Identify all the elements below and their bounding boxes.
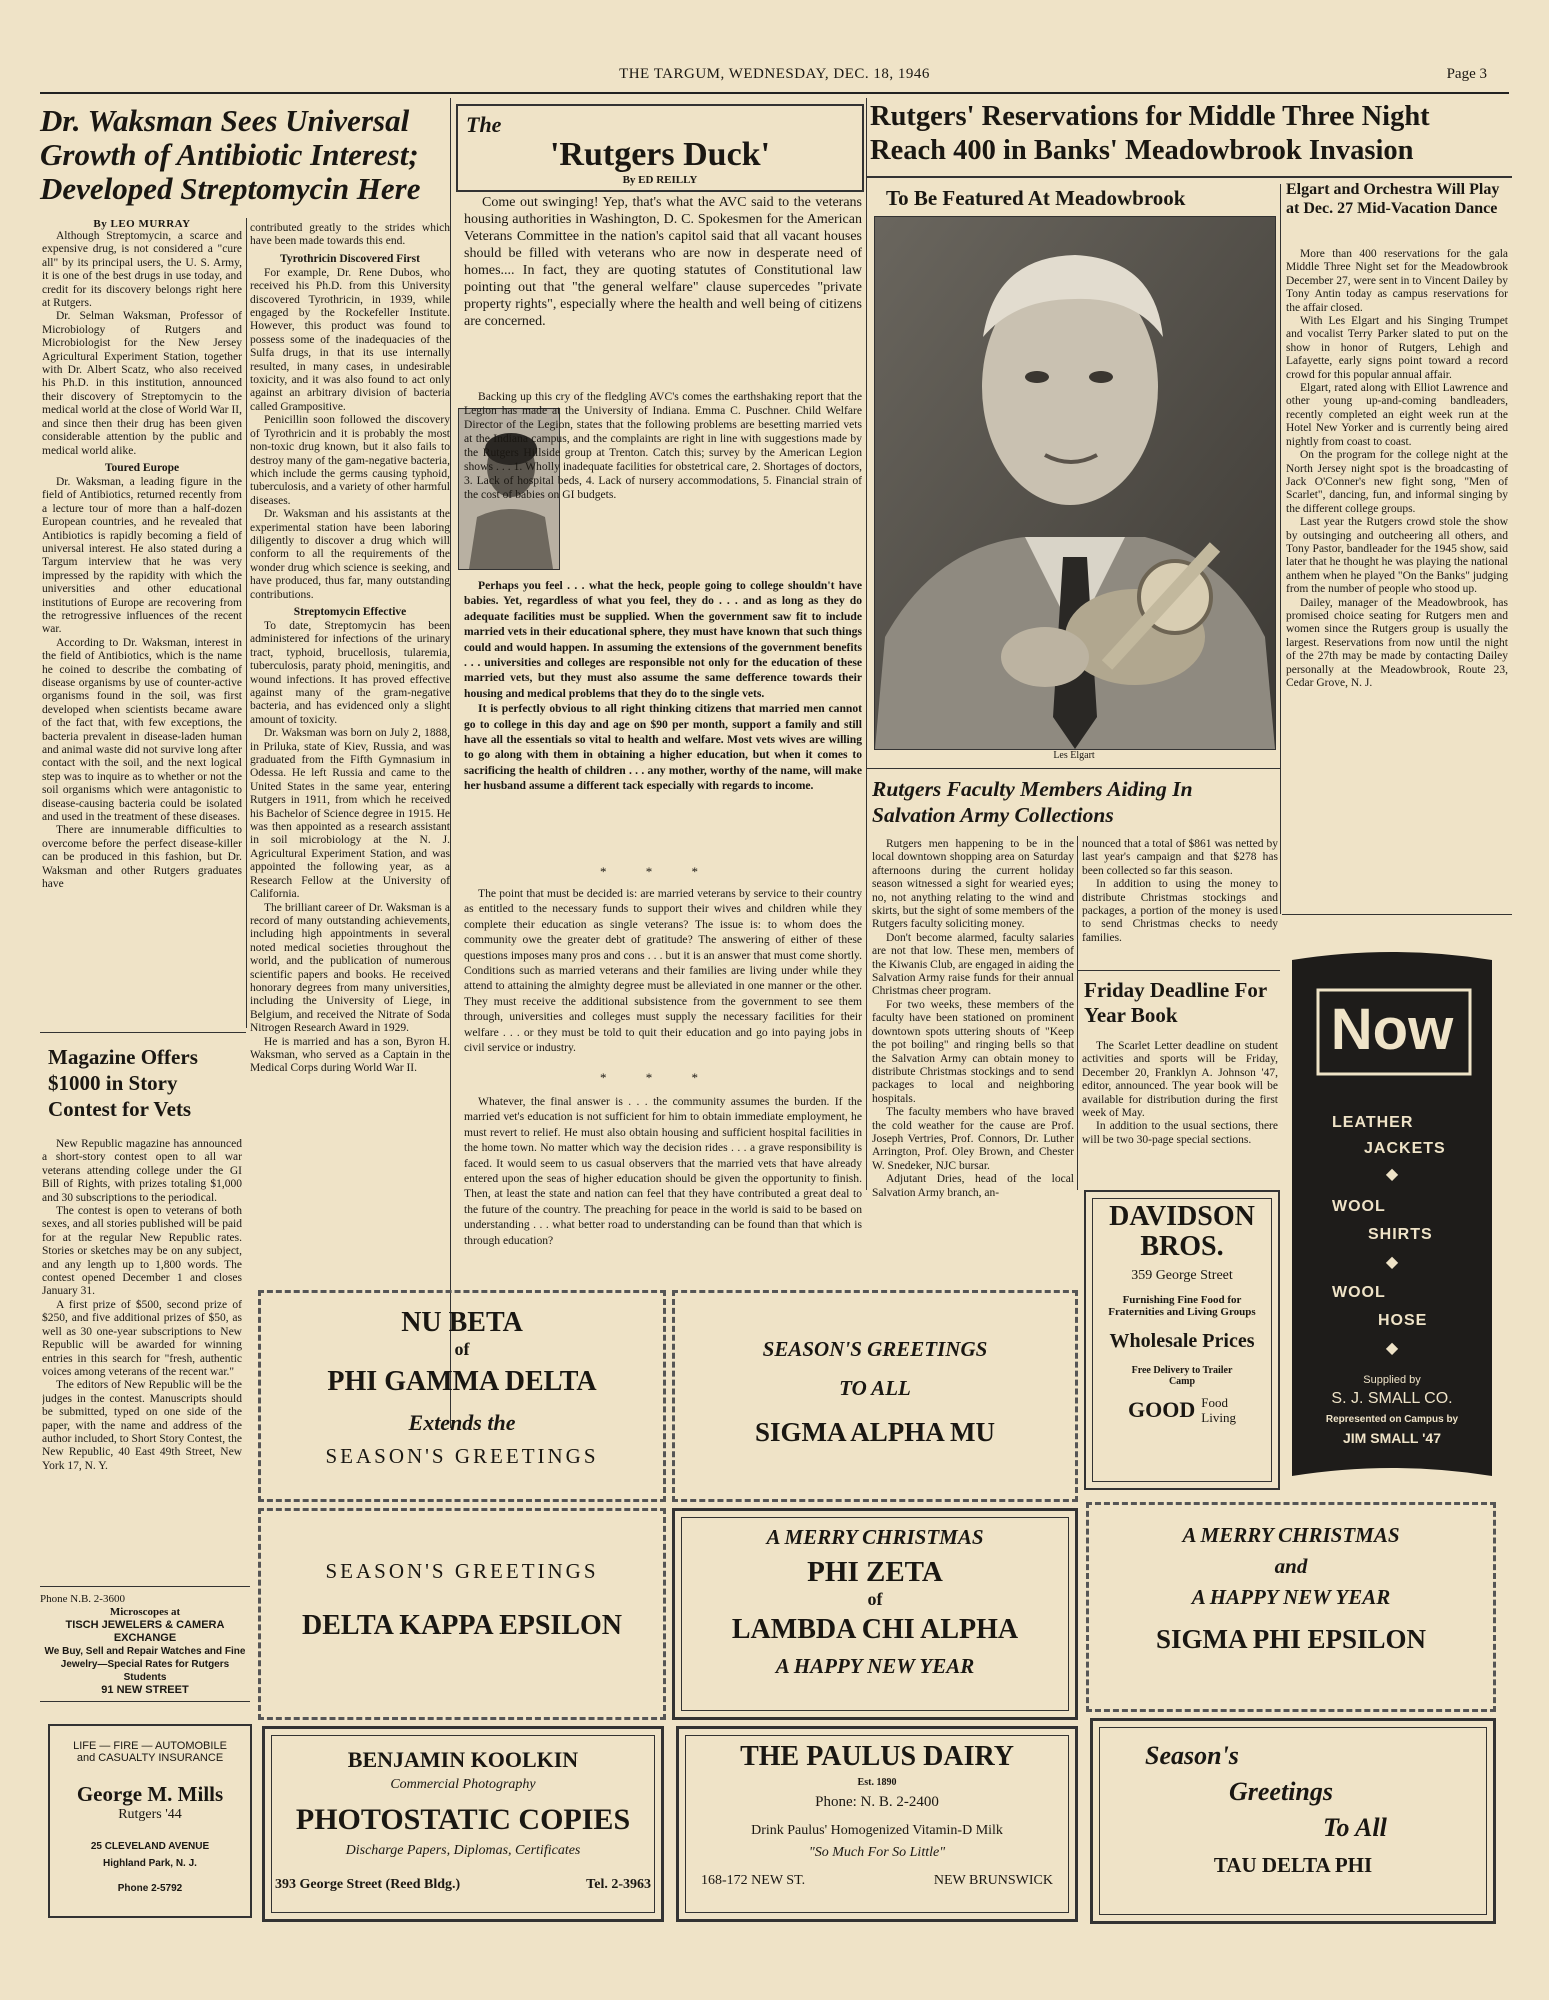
tisch-address: 91 NEW STREET — [101, 1684, 189, 1696]
duck-p2-top — [456, 356, 862, 392]
tdp-l2: Greetings — [1229, 1777, 1333, 1806]
duck-the: The — [466, 112, 502, 137]
davidson-address: 359 George Street — [1131, 1268, 1233, 1283]
davidson-good: GOOD — [1128, 1397, 1196, 1422]
yearbook-paragraph: In addition to the usual sections, there will be two 30-page special sections. — [1082, 1120, 1278, 1146]
salvation-column-2 — [1082, 838, 1278, 978]
section-rule — [1282, 914, 1512, 915]
waksman-subhead-toured: Toured Europe — [104, 461, 180, 474]
sj-item-hose: HOSE — [1378, 1312, 1428, 1329]
les-elgart-photo — [874, 216, 1276, 750]
waksman-paragraph: To date, Streptomycin has been administered for infections of the urinary tract, typhoid, brucellosis, tularemia, tuberculosis, paraty phoid, meningitis, and wound infections. It has proved effective against many of the gram-negative bacteria, and has evidenced only a slight amount of toxicity. — [250, 619, 450, 726]
waksman-subhead-streptomycin: Streptomycin Effective — [293, 605, 407, 618]
masthead-rule — [40, 92, 1509, 94]
tisch-ad[interactable] — [40, 1586, 250, 1702]
duck-byline: By ED REILLY — [622, 174, 698, 186]
meadowbrook-paragraph: With Les Elgart and his Singing Trumpet and vocalist Terry Parker slated to put on the show in honor of Rutgers, Lehigh and Lafayette, early signs point toward a record crowd for this popular annual affair. — [1286, 315, 1508, 381]
sigma-phi-epsilon-ad — [1086, 1502, 1496, 1712]
waksman-paragraph: Dr. Waksman was born on July 2, 1888, in Priluka, state of Kiev, Russia, and was graduated from the Fifth Gymnasium in Odessa. He left Russia and came to the United States in the same year, entering Rutgers in 1911, from which he received his Bachelor of Science degree in 1915. He was then appointed as a research assistant in soil microbiology at the N. J. Agricultural Experiment Station, and was appointed the following year, as a Research Fellow at the University of California. — [250, 727, 450, 901]
meadowbrook-article — [1286, 248, 1508, 908]
mills-class: Rutgers '44 — [118, 1807, 182, 1822]
sj-small-now: Now — [1330, 997, 1454, 1062]
koolkin-l2: Commercial Photography — [390, 1777, 536, 1792]
sj-item-wool-2: WOOL — [1332, 1284, 1386, 1301]
tisch-phone: Phone N.B. 2-3600 — [40, 1593, 125, 1605]
waksman-byline: By LEO MURRAY — [93, 218, 191, 230]
duck-paragraph-4: Whatever, the final answer is . . . the community assumes the burden. If the married vet's education is not sufficient for him to obtain immediate employment, he must revert to relief. He must also obtain housing and sufficient hospital facilities in the home town. No matter which way the decision rides . . . a grave responsibility is faced. It would seem to us casual observers that the married vets that have already entered upon the seas of higher education should be given the opportunity to finish. Then, at least the state and nation can feel that they have contributed a great deal to the future of the country. The preaching for peace in the world is said to be based on understanding . . . what better road to understanding can be found than that which is through education? — [464, 1095, 862, 1247]
nubeta-l4: Extends the — [408, 1410, 516, 1435]
salvation-paragraph: Adjutant Dries, head of the local Salvation Army branch, an- — [872, 1173, 1074, 1199]
sam-l3: SIGMA ALPHA MU — [754, 1417, 996, 1447]
koolkin-address: 393 George Street (Reed Bldg.) — [275, 1877, 461, 1892]
column-rule — [1077, 836, 1078, 1190]
nubeta-l5: SEASON'S GREETINGS — [325, 1444, 599, 1468]
duck-p4 — [464, 1094, 862, 1290]
lca-l2: PHI ZETA — [807, 1556, 943, 1588]
section-rule — [866, 176, 1512, 178]
waksman-paragraph: Dr. Waksman, a leading figure in the field of Antibiotics, returned recently from a lecture tour of more than a half-dozen European countries, and he revealed that Antibiotics is rapidly becoming a field of universal interest. He also stated during a Targum interview that he was very impressed by the rapidity with which the universities and other educational institutions of Europe are recovering from the retrogressive influences of the recent war. — [42, 475, 242, 636]
sj-rep-name: JIM SMALL '47 — [1343, 1430, 1441, 1446]
duck-bold-paragraph: Perhaps you feel . . . what the heck, people going to college shouldn't have babies. Yet, regardless of what you feel, they do . . . and as long as they do adequate facilities must be supplied. When the government saw fit to include married vets in their educational sphere, they must have known that such things could and would happen. In assuming the extensions of the government benefits . . . universities and colleges are responsible not only for the education of these married vets, but they must also assume the same defference towards their housing and medical problems that they do to the single vets. — [464, 579, 862, 700]
column-rule — [1280, 184, 1281, 914]
paulus-l4: Drink Paulus' Homogenized Vitamin-D Milk — [751, 1823, 1003, 1838]
duck-paragraph: Come out swinging! Yep, that's what the AVC said to the veterans housing authorities in Washington, D. C. Spokesmen for the American Veterans Committee in the nation's capitol said that all vacant houses should be filled with veterans who are now in desperate need of homes.... In fact, they are quoting statutes of Constitutional law pointing out that "the general welfare" clause supercedes "private property rights", especially where the health and well being of citizens are concerned. — [464, 195, 862, 329]
lambda-chi-alpha-ad — [672, 1508, 1078, 1720]
dke-l1: SEASON'S GREETINGS — [325, 1559, 599, 1583]
meadowbrook-photo-label: To Be Featured At Meadowbrook — [886, 186, 1186, 210]
waksman-paragraph: The brilliant career of Dr. Waksman is a record of many outstanding achievements, including high appointments in several noted medical societies throughout the world, and the publication of numerous scientific papers and books. He received honorary degrees from many universities, including the University of Liege, in Belgium, and received the Nitrate of Soda Nitrogen Research Award in 1929. — [250, 901, 450, 1035]
lca-l1: A MERRY CHRISTMAS — [766, 1525, 984, 1549]
sam-l2: TO ALL — [839, 1376, 911, 1400]
sj-rep-label: Represented on Campus by — [1325, 1414, 1459, 1425]
nubeta-l2: of — [454, 1339, 470, 1359]
sj-small-ad[interactable] — [1292, 950, 1492, 1480]
waksman-paragraph: Dr. Waksman and his assistants at the experimental station have been laboring diligently to discover a drug which will conform to all the requirements of the wonder drug which science is seeking, and have produced, thus far, many outstanding contributions. — [250, 508, 450, 601]
dke-l2: DELTA KAPPA EPSILON — [301, 1610, 622, 1641]
davidson-wholesale: Wholesale Prices — [1109, 1330, 1255, 1352]
sj-item-wool: WOOL — [1332, 1198, 1386, 1215]
waksman-paragraph: There are innumerable difficulties to overcome before the perfect disease-killer can be produced in this fashion, but Dr. Waksman and other Rutgers graduates have — [42, 824, 242, 891]
duck-paragraph-2: Backing up this cry of the fledgling AVC's comes the earthshaking report that the Legion has made at the University of Indiana. Emma C. Puschner. Child Welfare Director of the Legion, states that the following problems are besetting married vets at the Indiana campus, and the complaints are right in line with suggestions made by the Rutgers Hillside group at Trenton. Catch this; survey by the American Legion shows . . . 1. Wholly inadequate facilities for obstetrical care, 2. Shortages of doctors, 3. Lack of hospital beds, 4. Lack of nursery accommodations, 5. Financial strain of the cost of babies on GI budgets. — [464, 390, 862, 501]
paulus-address: 168-172 NEW ST. — [701, 1873, 806, 1888]
tisch-line1: Microscopes at — [109, 1606, 181, 1618]
davidson-food: Food — [1201, 1395, 1229, 1410]
yearbook-article — [1082, 1040, 1278, 1180]
diamond-icon: ◆ — [1385, 1166, 1399, 1183]
sj-company: S. J. SMALL CO. — [1331, 1390, 1453, 1407]
salvation-paragraph: Rutgers men happening to be in the local downtown shopping area on Saturday afternoons during the current holiday season witnessed a sight for wearied eyes; no, not anything relating to the wind and skirts, but the sight of some members of the Rutgers faculty soliciting money. — [872, 838, 1074, 931]
salvation-headline: Rutgers Faculty Members Aiding In Salvation Army Collections — [872, 777, 1193, 827]
meadowbrook-paragraph: More than 400 reservations for the gala Middle Three Night set for the Meadowbrook December 27, were sent in to Vincent Dailey by Tony Antin today as campus reservations for the affair closed. — [1286, 248, 1508, 314]
sj-item-jackets: JACKETS — [1364, 1140, 1446, 1157]
meadowbrook-paragraph: Last year the Rutgers crowd stole the show by outsinging and outcheering all others, and Tony Pastor, bandleader for the 1945 show, said later that he thought he was playing the national anthem when he played "On the Banks" judging from the number of people who stood up. — [1286, 516, 1508, 596]
salvation-column-1 — [872, 838, 1074, 1290]
waksman-paragraph: Although Streptomycin, a scarce and expensive drug, is not considered a "cure all" by its principal users, the U. S. Army, it is one of the best drugs in use today, and credit for its discovery belongs right here at Rutgers. — [42, 230, 242, 310]
paulus-l2: Est. 1890 — [857, 1777, 897, 1788]
section-rule — [1078, 970, 1280, 971]
mills-address: 25 CLEVELAND AVENUE — [90, 1841, 210, 1852]
salvation-paragraph: The faculty members who have braved the cold weather for the cause are Prof. Joseph Vertries, Prof. Connors, Dr. Luther Arrington, Prof. Oley Brown, and Chester W. Snedeker, NJC bursar. — [872, 1106, 1074, 1172]
lca-l3: of — [867, 1589, 883, 1609]
koolkin-ad[interactable] — [262, 1726, 664, 1922]
column-rule — [450, 98, 451, 1428]
mills-name: George M. Mills — [76, 1782, 224, 1806]
page-number: Page 3 — [1446, 66, 1487, 82]
duck-separator: * * * — [600, 864, 716, 879]
duck-paragraph-3: The point that must be decided is: are married veterans by service to their country as entitled to the necessary funds to support their wives and children while they complete their education as single veterans? The issue is: to whom does the community owe the greater debt of gratitude? The answering of either of these questions imposes many pros and cons . . . but it is an answer that must come shortly. Conditions such as married veterans and their families are living under while they attend to attaining the almighty degree must be alleviated in one manner or the other. They must receive the additional subsistence from the government to see them through, universities and colleges must supply the necessary facilities for their welfare . . . or they must be told to quit their education and go into paying jobs in civil service or industry. — [464, 887, 862, 1055]
delta-kappa-epsilon-ad — [258, 1508, 666, 1720]
sj-supplied: Supplied by — [1363, 1374, 1421, 1386]
tisch-name: TISCH JEWELERS & CAMERA EXCHANGE — [65, 1619, 225, 1644]
waksman-column-2 — [250, 222, 450, 1288]
waksman-paragraph: For example, Dr. Rene Dubos, who received his Ph.D. from this University discovered Tyrothricin, in 1939, while engaged by the Rockefeller Institute. However, this product was found to possess some of the inadequacies of the Sulfa drugs, in that its use internally resulted, in many cases, in undesirable toxicity, and it was also found to act only against an arbitrary division of bacteria called Grampositive. — [250, 266, 450, 413]
koolkin-phone: Tel. 2-3963 — [586, 1877, 651, 1892]
waksman-paragraph: contributed greatly to the strides which have been made towards this end. — [250, 222, 450, 248]
waksman-column-1 — [42, 218, 242, 1026]
davidson-name2: BROS. — [1140, 1231, 1224, 1262]
koolkin-l3: PHOTOSTATIC COPIES — [295, 1803, 631, 1836]
duck-bold-section — [464, 578, 862, 858]
paulus-l3: Phone: N. B. 2-2400 — [815, 1794, 939, 1810]
duck-separator: * * * — [600, 1070, 716, 1085]
davidson-delivery: Free Delivery to Trailer Camp — [1131, 1365, 1233, 1387]
section-rule — [40, 1032, 246, 1033]
duck-title: 'Rutgers Duck' — [549, 136, 771, 173]
yearbook-headline: Friday Deadline For Year Book — [1084, 978, 1267, 1027]
nubeta-l1: NU BETA — [401, 1307, 523, 1338]
tdp-l1: Season's — [1145, 1741, 1239, 1770]
masthead-title: THE TARGUM, WEDNESDAY, DEC. 18, 1946 — [619, 66, 930, 82]
elgart-caption: Les Elgart — [1053, 750, 1095, 761]
section-rule — [866, 768, 1280, 769]
tau-delta-phi-ad — [1090, 1718, 1496, 1924]
waksman-subhead-tyrothricin: Tyrothricin Discovered First — [280, 252, 420, 265]
magazine-paragraph: The contest is open to veterans of both sexes, and all stories published will be paid for at the regular New Republic rates. Stories or sketches may be on any subject, and any length up to 1,800 words. The contest opened December 1 and closes January 31. — [42, 1205, 242, 1298]
meadowbrook-paragraph: Elgart, rated along with Elliot Lawrence and other young up-and-coming bandleaders, recently completed an eight week run at the Hotel New Yorker and is currently being aired nightly from coast to coast. — [1286, 382, 1508, 448]
tdp-l3: To All — [1323, 1813, 1387, 1842]
sigma-alpha-mu-ad — [672, 1290, 1078, 1502]
spe-l2: and — [1274, 1554, 1308, 1578]
salvation-paragraph: For two weeks, these members of the faculty have been stationed on prominent downtown spots uttering shouts of "Keep the pot boiling" and ringing bells so that the Salvation Army can obtain money to distribute Christmas stockings and to send packages to local and neighboring hospitals. — [872, 998, 1074, 1105]
mills-line1: LIFE — FIRE — AUTOMOBILE — [73, 1740, 227, 1752]
mills-insurance-ad[interactable] — [48, 1724, 252, 1918]
spe-l4: SIGMA PHI EPSILON — [1155, 1624, 1427, 1654]
mills-line2: and CASUALTY INSURANCE — [76, 1752, 224, 1764]
waksman-paragraph: He is married and has a son, Byron H. Waksman, who served as a Captain in the Medical Corps during World War II. — [250, 1035, 450, 1075]
magazine-paragraph: New Republic magazine has announced a short-story contest open to all war veterans attending college under the GI Bill of Rights, with prizes totaling $1,000 and 30 subscriptions to the periodical. — [42, 1138, 242, 1204]
salvation-paragraph: In addition to using the money to distribute Christmas stockings and packages, a portion of the money is used to send Christmas checks to needy families. — [1082, 878, 1278, 944]
koolkin-l4: Discharge Papers, Diplomas, Certificates — [345, 1843, 581, 1858]
magazine-paragraph: A first prize of $500, second prize of $250, and five additional prizes of $50, as well as 30 one-year subscriptions to New Republic will be awarded for winning entries in this search for "fresh, authentic voices among veterans of the recent war." — [42, 1298, 242, 1378]
nu-beta-ad — [258, 1290, 666, 1502]
paulus-dairy-ad[interactable] — [676, 1726, 1078, 1922]
lca-l5: A HAPPY NEW YEAR — [775, 1654, 975, 1678]
salvation-paragraph: nounced that a total of $861 was netted by last year's campaign and that $278 has been collected so far this season. — [1082, 838, 1278, 877]
waksman-paragraph: Penicillin soon followed the discovery of Tyrothricin and it is probably the most non-toxic drug known, but it also fails to destroy many of the gam-negative bacteria, which include the germs causing typhoid, tuberculosis, and a variety of other harmful diseases. — [250, 414, 450, 507]
mills-city: Highland Park, N. J. — [103, 1858, 197, 1869]
davidson-tagline: Furnishing Fine Food for Fraternities and Living Groups — [1108, 1294, 1256, 1318]
sj-item-shirts: SHIRTS — [1368, 1226, 1433, 1243]
meadowbrook-paragraph: Dailey, manager of the Meadowbrook, has promised choice seating for Rutgers men and women since the Rutgers group is usually the largest. Reservations from now until the night of the 27th may be made by contacting Dailey personally at the Meadowbrook, Route 23, Cedar Grove, N. J. — [1286, 596, 1508, 689]
sj-item-leather: LEATHER — [1332, 1114, 1414, 1131]
paulus-l5: "So Much For So Little" — [808, 1845, 946, 1860]
nubeta-l3: PHI GAMMA DELTA — [327, 1366, 597, 1397]
davidson-name1: DAVIDSON — [1109, 1201, 1255, 1232]
elgart-portrait-image — [875, 217, 1275, 749]
diamond-icon: ◆ — [1385, 1340, 1399, 1357]
column-rule — [866, 98, 867, 1190]
spe-l3: A HAPPY NEW YEAR — [1191, 1585, 1391, 1609]
salvation-paragraph: Don't become alarmed, faculty salaries are not that low. These men, members of the Kiwanis Club, are engaged in aiding the Salvation Army raise funds for their annual Christmas cheer program. — [872, 931, 1074, 998]
meadowbrook-paragraph: On the program for the college night at the North Jersey night spot is the broadcasting of Jack O'Conner's new fight song, "Men of Scarlet", dancing, fun, and informal singing by the different college groups. — [1286, 449, 1508, 515]
davidson-bros-ad[interactable] — [1084, 1190, 1280, 1490]
yearbook-paragraph: The Scarlet Letter deadline on student activities and sports will be Friday, December 20, Franklyn A. Johnson '47, editor, announced. The year book will be available for distribution during the first week of May. — [1082, 1040, 1278, 1120]
tdp-l4: TAU DELTA PHI — [1213, 1853, 1373, 1877]
duck-title-box — [456, 104, 864, 192]
duck-p3 — [464, 886, 862, 1090]
paulus-l1: THE PAULUS DAIRY — [740, 1741, 1014, 1772]
diamond-icon: ◆ — [1385, 1254, 1399, 1271]
paulus-city: NEW BRUNSWICK — [933, 1873, 1053, 1888]
meadowbrook-headline: Rutgers' Reservations for Middle Three Night Reach 400 in Banks' Meadowbrook Invasion — [870, 101, 1430, 166]
mills-phone: Phone 2-5792 — [117, 1883, 183, 1894]
magazine-paragraph: The editors of New Republic will be the judges in the contest. Manuscripts should be submitted, typed on one side of the paper, with the name and address of the author included, to Short Story Contest, the New Republic, 40 East 49th Street, New York 17, N. Y. — [42, 1379, 242, 1472]
sam-l1: SEASON'S GREETINGS — [762, 1337, 988, 1361]
waksman-headline: Dr. Waksman Sees Universal Growth of Antibiotic Interest; Developed Streptomycin Here — [40, 103, 421, 206]
tisch-services: We Buy, Sell and Repair Watches and Fine Jewelry—Special Rates for Rutgers Students — [44, 1646, 246, 1683]
davidson-living: Living — [1201, 1410, 1236, 1425]
waksman-paragraph: According to Dr. Waksman, interest in the field of Antibiotics, which is the name he coined to describe the combating of disease organisms by use of counter-active organisms found in the soil, was first developed when scientists became aware of the fact that, with few exceptions, the bacteria prevalent in disease-laden human and animal waste did not survive long after contact with the soil, and the next logical step was to inquire as to whether or not the soil organisms which were antagonistic to disease-causing bacteria could be isolated and used in the treatment of these diseases. — [42, 636, 242, 824]
lca-l4: LAMBDA CHI ALPHA — [731, 1614, 1019, 1645]
meadowbrook-subheadline: Elgart and Orchestra Will Play at Dec. 27 Mid-Vacation Dance — [1286, 181, 1500, 217]
magazine-article — [42, 1138, 242, 1568]
waksman-paragraph: Dr. Selman Waksman, Professor of Microbiology of Rutgers and Microbiologist for the New Jersey Agricultural Experiment Station, together with Dr. Albert Scatz, who also received his Ph.D. in this institution, announced their discovery of Streptomycin to the medical world at the close of World War II, and since then their drug has been given considerable attention by the public and medical world alike. — [42, 310, 242, 457]
magazine-headline: Magazine Offers $1000 in Story Contest for Vets — [48, 1045, 198, 1121]
column-rule — [246, 218, 247, 1028]
duck-bold-paragraph: It is perfectly obvious to all right thinking citizens that married men cannot go to college in this day and age on $90 per month, support a family and still have all the essentials so vital to health and welfare. Most vets wives are willing to go along with them in obtaining a higher education, but when it comes to sacrificing the health of children . . . any mother, worthy of the name, will make her husband assume a different tack especially with regards to income. — [464, 702, 862, 793]
koolkin-l1: BENJAMIN KOOLKIN — [347, 1747, 579, 1772]
spe-l1: A MERRY CHRISTMAS — [1182, 1523, 1400, 1547]
